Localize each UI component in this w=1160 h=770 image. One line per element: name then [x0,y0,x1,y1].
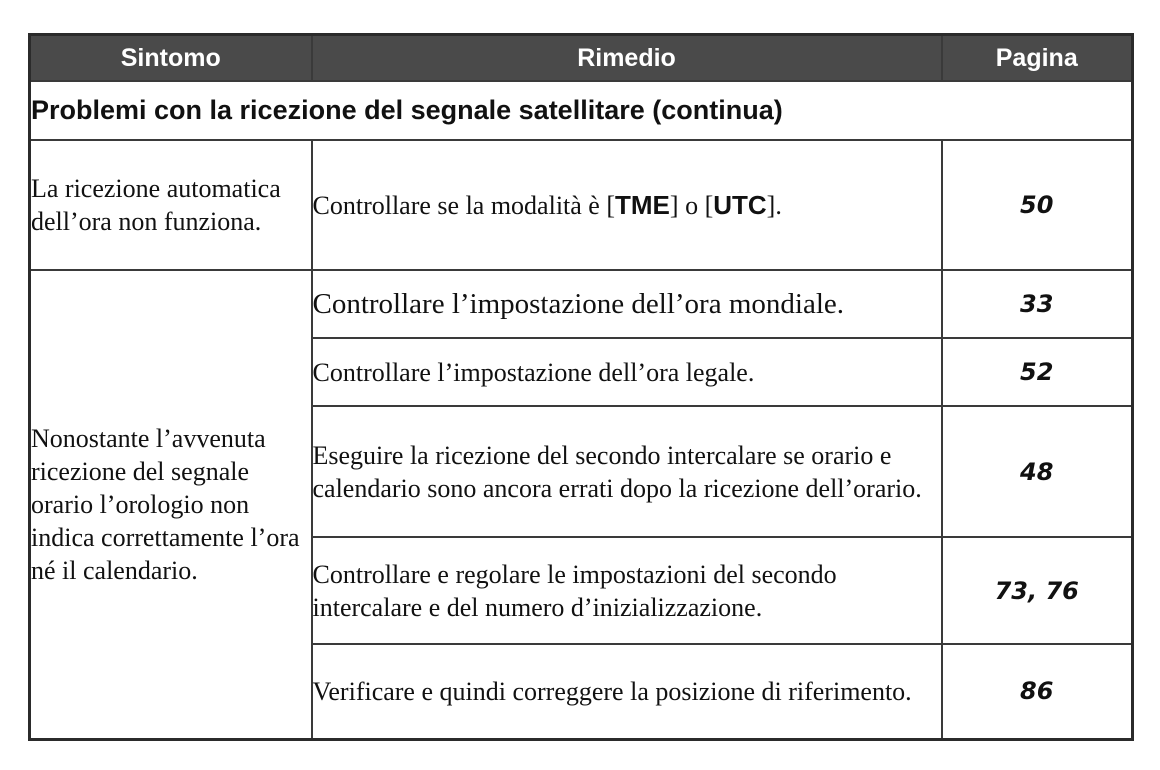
header-sintomo: Sintomo [30,35,312,82]
mode-key-utc: UTC [713,189,767,220]
remedy-cell: Eseguire la ricezione del secondo intercalare se orario e calendario sono ancora errati dopo la ricezione dell’orario. [312,406,942,537]
mode-key-tme: TME [615,189,670,220]
remedy-cell: Controllare e regolare le impostazioni del secondo intercalare e del numero d’inizializzazione. [312,537,942,644]
page-cell: 73, 76 [942,537,1133,644]
page-cell: 48 [942,406,1133,537]
page-cell: 86 [942,644,1133,739]
page-cell: 50 [942,140,1133,270]
remedy-cell: Controllare l’impostazione dell’ora legale. [312,338,942,406]
header-row [30,35,1133,82]
page-cell: 52 [942,338,1133,406]
table-row [30,270,1133,338]
troubleshooting-table [28,33,1134,741]
remedy-text: Controllare se la modalità è [ [312,190,616,220]
table-row [30,140,1133,270]
section-row [30,81,1133,140]
remedy-cell: Verificare e quindi correggere la posizione di riferimento. [312,644,942,739]
symptom-cell: Nonostante l’avvenuta ricezione del segnale orario l’orologio non indica correttamente l’ora né il calendario. [30,270,312,739]
remedy-text: ] o [ [669,190,714,220]
header-pagina: Pagina [942,35,1133,82]
remedy-cell [312,140,942,270]
header-rimedio: Rimedio [312,35,942,82]
page-cell: 33 [942,270,1133,338]
section-title: Problemi con la ricezione del segnale satellitare (continua) [30,81,1133,140]
remedy-text: ]. [766,190,782,220]
symptom-cell: La ricezione automatica dell’ora non funziona. [30,140,312,270]
remedy-cell: Controllare l’impostazione dell’ora mondiale. [312,270,942,338]
